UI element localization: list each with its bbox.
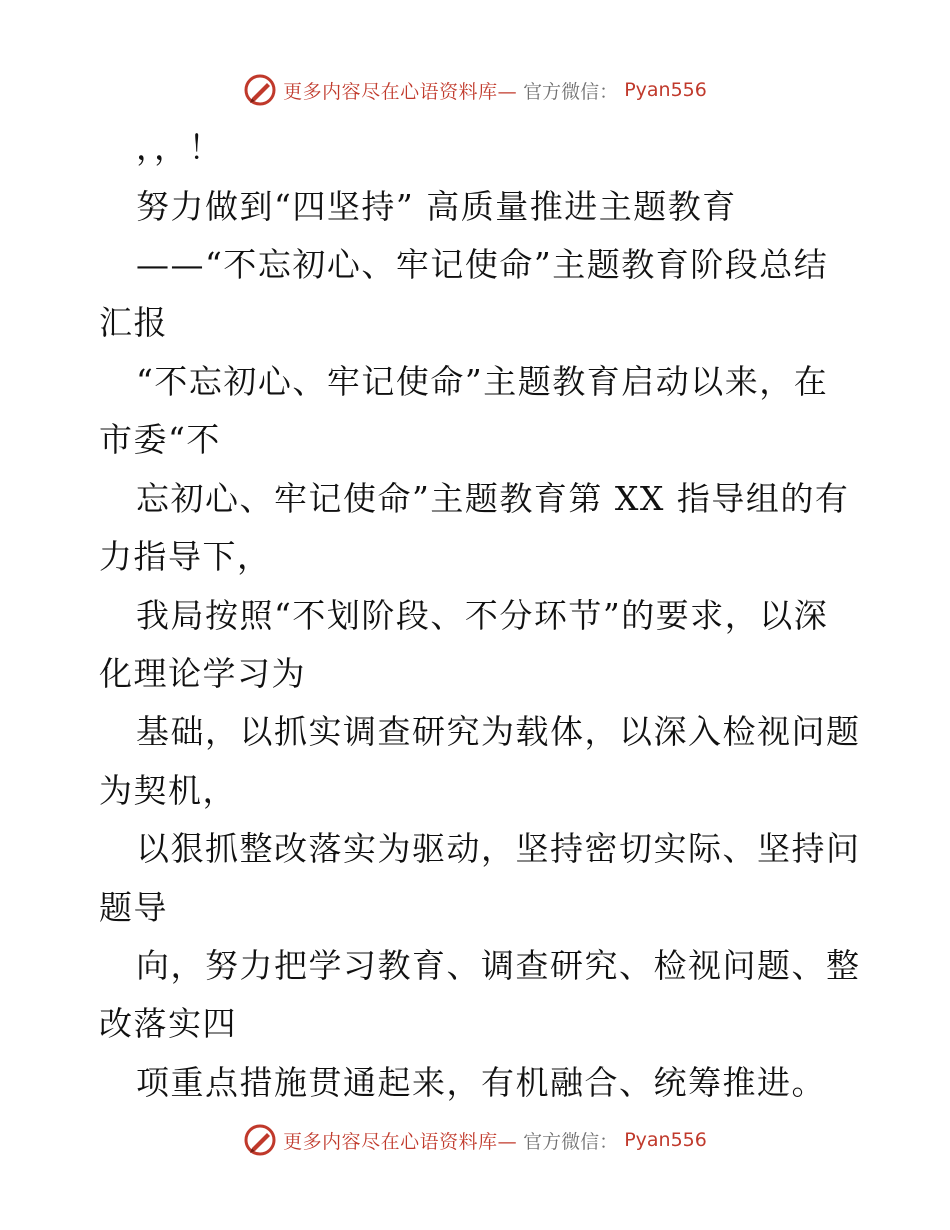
- doc-paragraph-line: 力指导下，: [99, 537, 272, 576]
- doc-title: 努力做到“四坚持” 高质量推进主题教育: [136, 187, 737, 226]
- pen-logo-icon: [243, 73, 277, 107]
- header-watermark: [0, 70, 950, 110]
- doc-paragraph-line: 为契机，: [99, 771, 237, 810]
- doc-paragraph-line: 市委“不: [99, 420, 221, 459]
- doc-paragraph-line: 我局按照“不划阶段、不分环节”的要求，以深: [136, 596, 829, 635]
- doc-line-punctuation: ，，！: [136, 128, 223, 167]
- doc-paragraph-line: 基础，以抓实调查研究为载体，以深入检视问题: [136, 712, 861, 751]
- doc-subtitle: ——“不忘初心、牢记使命”主题教育阶段总结: [136, 245, 829, 284]
- doc-paragraph-line: 化理论学习为: [99, 654, 306, 693]
- doc-paragraph-line: “不忘初心、牢记使命”主题教育启动以来，在: [136, 362, 829, 401]
- doc-paragraph-line: 忘初心、牢记使命”主题教育第 XX 指导组的有: [136, 479, 850, 518]
- watermark-text: 更多内容尽在心语资料库—: [283, 1130, 518, 1153]
- watermark-wechat-id: Pyan556: [624, 1129, 707, 1151]
- watermark-wechat-id: Pyan556: [624, 79, 707, 101]
- doc-paragraph-line: 向，努力把学习教育、调查研究、检视问题、整: [136, 946, 861, 985]
- pen-logo-icon: [243, 1123, 277, 1157]
- doc-paragraph-line: 以狠抓整改落实为驱动，坚持密切实际、坚持问: [136, 829, 861, 868]
- watermark-wechat-label: 官方微信：: [523, 1130, 619, 1153]
- footer-watermark: [0, 1120, 950, 1160]
- doc-paragraph-line: 项重点措施贯通起来，有机融合、统筹推进。: [136, 1063, 826, 1102]
- doc-paragraph-line: 改落实四: [99, 1004, 237, 1043]
- watermark-text: 更多内容尽在心语资料库—: [283, 80, 518, 103]
- doc-paragraph-line: 题导: [99, 888, 168, 927]
- watermark-wechat-label: 官方微信：: [523, 80, 619, 103]
- doc-subtitle-cont: 汇报: [99, 303, 168, 342]
